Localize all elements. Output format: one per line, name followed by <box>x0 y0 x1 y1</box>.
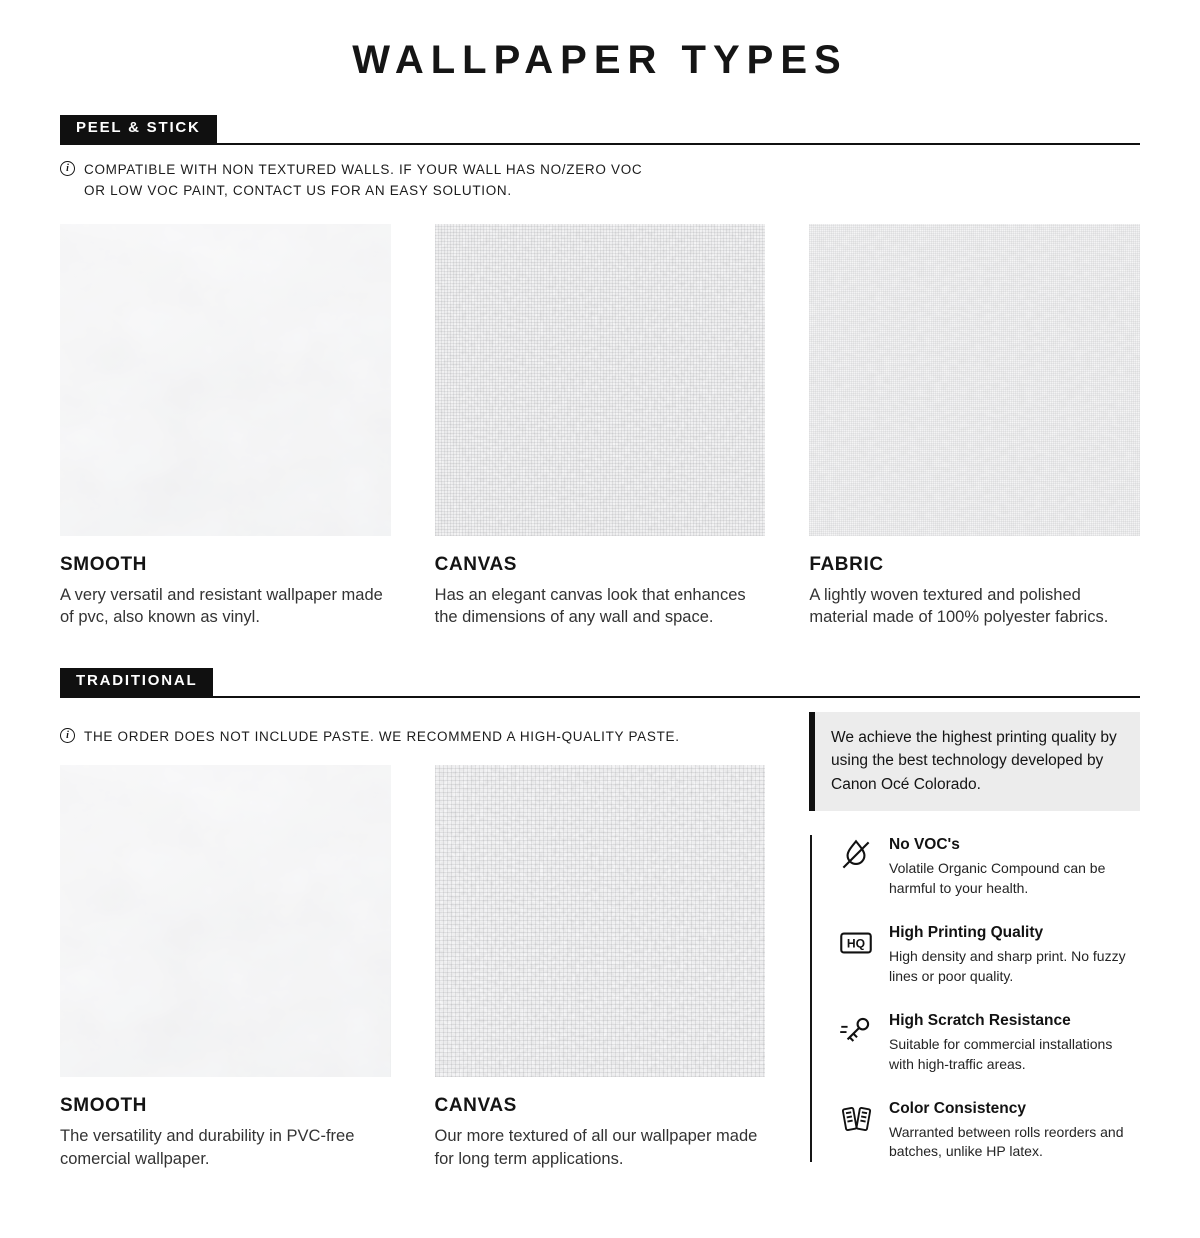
swatch-card-fabric <box>809 224 1140 629</box>
swatch-image-smooth <box>60 224 391 536</box>
quality-aside <box>809 712 1140 1163</box>
traditional-note <box>60 726 765 748</box>
texture-overlay <box>435 224 766 536</box>
peel-stick-note-text: COMPATIBLE WITH NON TEXTURED WALLS. IF YOUR WALL HAS NO/ZERO VOC OR LOW VOC PAINT, CONTACT US FOR AN EASY SOLUTION. <box>84 161 643 199</box>
swatch-title: SMOOTH <box>60 553 147 575</box>
texture-overlay <box>435 765 766 1077</box>
swatch-description: The versatility and durability in PVC-free comercial wallpaper. <box>60 1127 355 1168</box>
traditional-swatch-grid <box>60 765 765 1170</box>
feature-title: High Printing Quality <box>889 924 1044 942</box>
feature-description: Volatile Organic Compound can be harmful to your health. <box>889 860 1106 897</box>
feature-description: Suitable for commercial installations with high-traffic areas. <box>889 1035 1113 1072</box>
swatch-title: SMOOTH <box>60 1095 147 1117</box>
swatch-caption <box>60 1095 391 1170</box>
swatch-caption <box>809 554 1140 629</box>
info-icon: i <box>60 161 75 176</box>
feature-item-color-consistency <box>836 1099 1140 1163</box>
swatch-image-canvas <box>435 224 766 536</box>
swatch-caption <box>435 1095 766 1170</box>
swatch-description: A lightly woven textured and polished material made of 100% polyester fabrics. <box>809 585 1109 626</box>
feature-description: High density and sharp print. No fuzzy lines or poor quality. <box>889 948 1126 984</box>
hq-icon <box>836 923 876 963</box>
quote-box <box>809 712 1140 812</box>
feature-text <box>889 835 1140 899</box>
smooth-texture <box>60 224 391 536</box>
swatch-title: CANVAS <box>434 553 518 575</box>
wallpaper-types-infographic <box>0 38 1200 1170</box>
scratch-resistance-icon <box>836 1011 876 1051</box>
swatch-title: CANVAS <box>434 1095 517 1117</box>
features-list <box>810 835 1140 1162</box>
section-traditional <box>60 668 1140 1170</box>
traditional-note-text: THE ORDER DOES NOT INCLUDE PASTE. WE RECOMMEND A HIGH-QUALITY PASTE. <box>84 728 680 744</box>
smooth-texture <box>60 765 391 1077</box>
quote-text: We achieve the highest printing quality by using the best technology developed by Canon Océ Colorado. <box>831 728 1117 793</box>
swatch-description: Our more textured of all our wallpaper made for long term applications. <box>434 1127 758 1168</box>
peel-stick-note <box>60 159 1140 202</box>
swatch-description: A very versatil and resistant wallpaper made of pvc, also known as vinyl. <box>60 585 383 626</box>
swatch-card-smooth-traditional <box>60 765 391 1170</box>
color-consistency-icon <box>836 1099 876 1139</box>
swatch-card-smooth <box>60 224 391 629</box>
section-label-peel-stick: PEEL & STICK <box>60 115 217 143</box>
swatch-caption <box>435 554 766 629</box>
traditional-row <box>60 712 1140 1170</box>
section-label-traditional: TRADITIONAL <box>60 668 213 696</box>
feature-item-no-voc <box>836 835 1140 899</box>
feature-text <box>889 923 1140 987</box>
texture-overlay <box>809 224 1140 536</box>
no-voc-icon <box>836 835 876 875</box>
feature-item-scratch-resistance <box>836 1011 1140 1075</box>
feature-text <box>889 1011 1140 1075</box>
page-title: WALLPAPER TYPES <box>352 38 848 82</box>
feature-title: Color Consistency <box>889 1099 1026 1117</box>
feature-text <box>889 1099 1140 1163</box>
feature-title: No VOC's <box>889 836 960 854</box>
section-peel-stick <box>60 115 1140 628</box>
swatch-card-canvas <box>435 224 766 629</box>
swatch-image-canvas-traditional <box>435 765 766 1077</box>
hq-icon-label: HQ <box>846 936 866 951</box>
swatch-image-fabric <box>809 224 1140 536</box>
feature-title: High Scratch Resistance <box>889 1011 1071 1029</box>
swatch-title: FABRIC <box>809 553 884 575</box>
feature-item-print-quality <box>836 923 1140 987</box>
section-header-traditional <box>60 668 1140 698</box>
traditional-left <box>60 712 765 1170</box>
peel-stick-swatch-grid <box>60 224 1140 629</box>
swatch-caption <box>60 554 391 629</box>
info-icon: i <box>60 728 75 743</box>
feature-description: Warranted between rolls reorders and batches, unlike HP latex. <box>889 1123 1124 1160</box>
swatch-description: Has an elegant canvas look that enhances the dimensions of any wall and space. <box>434 585 746 626</box>
swatch-image-smooth-traditional <box>60 765 391 1077</box>
section-header-peel-stick <box>60 115 1140 145</box>
swatch-card-canvas-traditional <box>435 765 766 1170</box>
